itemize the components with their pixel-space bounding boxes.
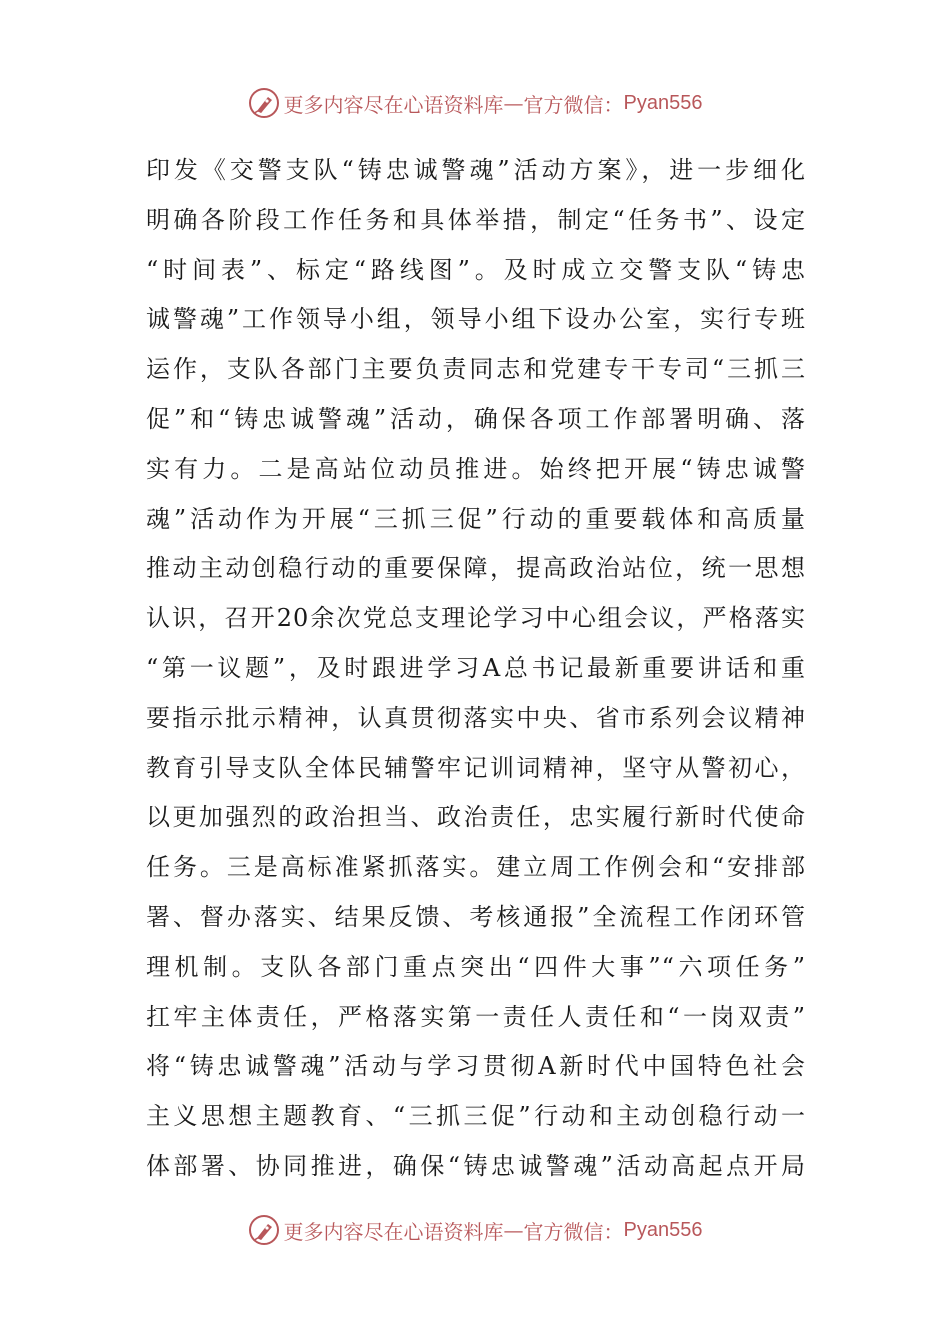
text-line: 以更加强烈的政治担当、政治责任，忠实履行新时代使命 [146, 803, 806, 832]
header-banner [0, 86, 950, 120]
banner-wechat-label: 官方微信： [523, 1219, 624, 1244]
banner-wechat-id: Pyan556 [623, 91, 703, 114]
text-line: 印发《交警支队“铸忠诚警魂”活动方案》，进一步细化 [146, 156, 806, 184]
banner-text: 更多内容尽在心语资料库 [283, 92, 504, 117]
text-line: 魂”活动作为开展“三抓三促”行动的重要载体和高质量 [146, 504, 806, 533]
text-line: 要指示批示精神，认真贯彻落实中央、省市系列会议精神 [146, 703, 806, 732]
text-line: 推动主动创稳行动的重要保障，提高政治站位，统一思想 [146, 554, 806, 583]
banner-separator: — [503, 91, 524, 115]
text-line: 运作，支队各部门主要负责同志和党建专干专司“三抓三 [146, 355, 806, 384]
text-line: 认识，召开20余次党总支理论学习中心组会议，严格落实 [146, 604, 806, 633]
text-line: 理机制。支队各部门重点突出“四件大事”“六项任务” [146, 952, 806, 981]
text-line: 扛牢主体责任，严格落实第一责任人责任和“一岗双责” [146, 1002, 806, 1031]
banner-text: 更多内容尽在心语资料库 [283, 1219, 504, 1244]
document-body [146, 146, 806, 1192]
text-line: 任务。三是高标准紧抓落实。建立周工作例会和“安排部 [146, 853, 806, 882]
text-line: 主义思想主题教育、“三抓三促”行动和主动创稳行动一 [146, 1102, 806, 1131]
text-line: “第一议题”，及时跟进学习A总书记最新重要讲话和重 [146, 653, 806, 682]
pen-nib-icon [248, 1214, 280, 1246]
text-line: 署、督办落实、结果反馈、考核通报”全流程工作闭环管 [146, 902, 806, 931]
banner-separator: — [503, 1218, 524, 1242]
text-line: 将“铸忠诚警魂”活动与学习贯彻A新时代中国特色社会 [146, 1052, 806, 1081]
banner-wechat-label: 官方微信： [523, 92, 624, 117]
text-line: 实有力。二是高站位动员推进。始终把开展“铸忠诚警 [146, 454, 806, 483]
banner-wechat-id: Pyan556 [623, 1218, 703, 1241]
text-line: 明确各阶段工作任务和具体举措，制定“任务书”、设定 [146, 205, 806, 234]
text-line: 体部署、协同推进，确保“铸忠诚警魂”活动高起点开局 [146, 1151, 806, 1180]
text-line: “时间表”、标定“路线图”。及时成立交警支队“铸忠 [146, 255, 806, 284]
text-line: 诚警魂”工作领导小组，领导小组下设办公室，实行专班 [146, 305, 806, 334]
text-line: 教育引导支队全体民辅警牢记训词精神，坚守从警初心， [146, 753, 806, 782]
pen-nib-icon [248, 87, 280, 119]
footer-banner [0, 1213, 950, 1247]
text-line: 促”和“铸忠诚警魂”活动，确保各项工作部署明确、落 [146, 404, 806, 433]
